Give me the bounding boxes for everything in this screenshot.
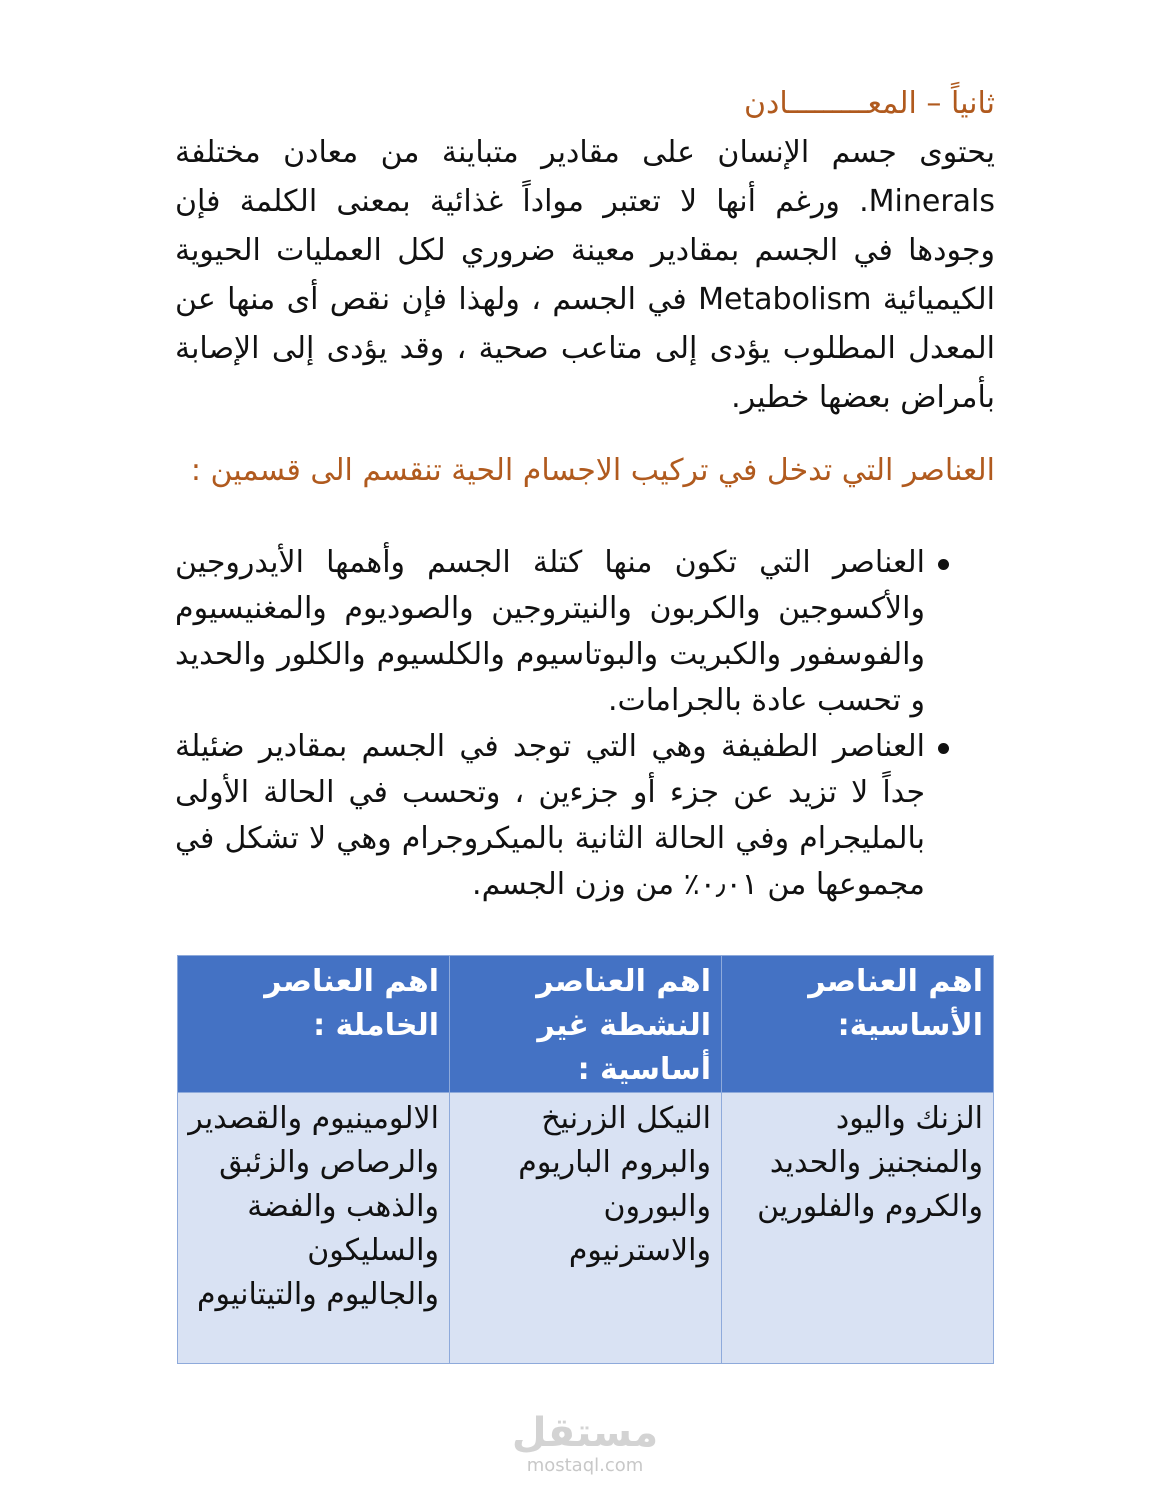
bullet-text: العناصر التي تكون منها كتلة الجسم وأهمها الأيدروجين والأكسوجين والكربون والنيتروجين والصوديوم والمغنيسيوم والفوسفور والكبريت والبوتاسيوم والكلسيوم والكلور والحديد و تحسب عادة بالجرامات. xyxy=(175,545,925,718)
bullet-text: العناصر الطفيفة وهي التي توجد في الجسم بمقادير ضئيلة جداً لا تزيد عن جزء أو جزءين ، وتحسب في الحالة الأولى بالمليجرام وفي الحالة الثانية بالميكروجرام وهي لا تشكل في مجموعها من ٠٫٠١٪ من وزن الجسم. xyxy=(175,729,925,902)
bullet-dot-icon xyxy=(938,559,949,570)
watermark xyxy=(500,1410,670,1476)
elements-bullet-list xyxy=(175,540,995,908)
section-title: ثانياً – المعـــــــــادن xyxy=(743,86,995,121)
classification-heading: العناصر التي تدخل في تركيب الاجسام الحية تنقسم الى قسمين : xyxy=(190,453,995,488)
bullet-dot-icon xyxy=(938,743,949,754)
table-row xyxy=(178,1093,994,1364)
bullet-item xyxy=(175,724,995,908)
cell-essential: الزنك واليود والمنجنيز والحديد والكروم والفلورين xyxy=(722,1093,994,1364)
elements-table xyxy=(177,955,994,1364)
cell-inert: الالومينيوم والقصدير والرصاص والزئبق والذهب والفضة والسليكون والجاليوم والتيتانيوم xyxy=(178,1093,450,1364)
header-inert: اهم العناصر الخاملة : xyxy=(178,956,450,1093)
watermark-domain: mostaql.com xyxy=(526,1455,644,1476)
header-active-nonessential: اهم العناصر النشطة غير أساسية : xyxy=(450,956,722,1093)
cell-active-nonessential: النيكل الزرنيخ والبروم الباريوم والبورون والاسترنيوم xyxy=(450,1093,722,1364)
watermark-logo: مستقل xyxy=(511,1410,659,1456)
header-essential: اهم العناصر الأساسية: xyxy=(722,956,994,1093)
bullet-item xyxy=(175,540,995,724)
intro-paragraph: يحتوى جسم الإنسان على مقادير متباينة من معادن مختلفة Minerals. ورغم أنها لا تعتبر مواداً غذائية بمعنى الكلمة فإن وجودها في الجسم بمقادير معينة ضروري لكل العمليات الحيوية الكيميائية Metabolism في الجسم ، ولهذا فإن نقص أى منها عن المعدل المطلوب يؤدى إلى متاعب صحية ، وقد يؤدى إلى الإصابة بأمراض بعضها خطير. xyxy=(175,135,995,415)
table-header-row xyxy=(178,956,994,1093)
